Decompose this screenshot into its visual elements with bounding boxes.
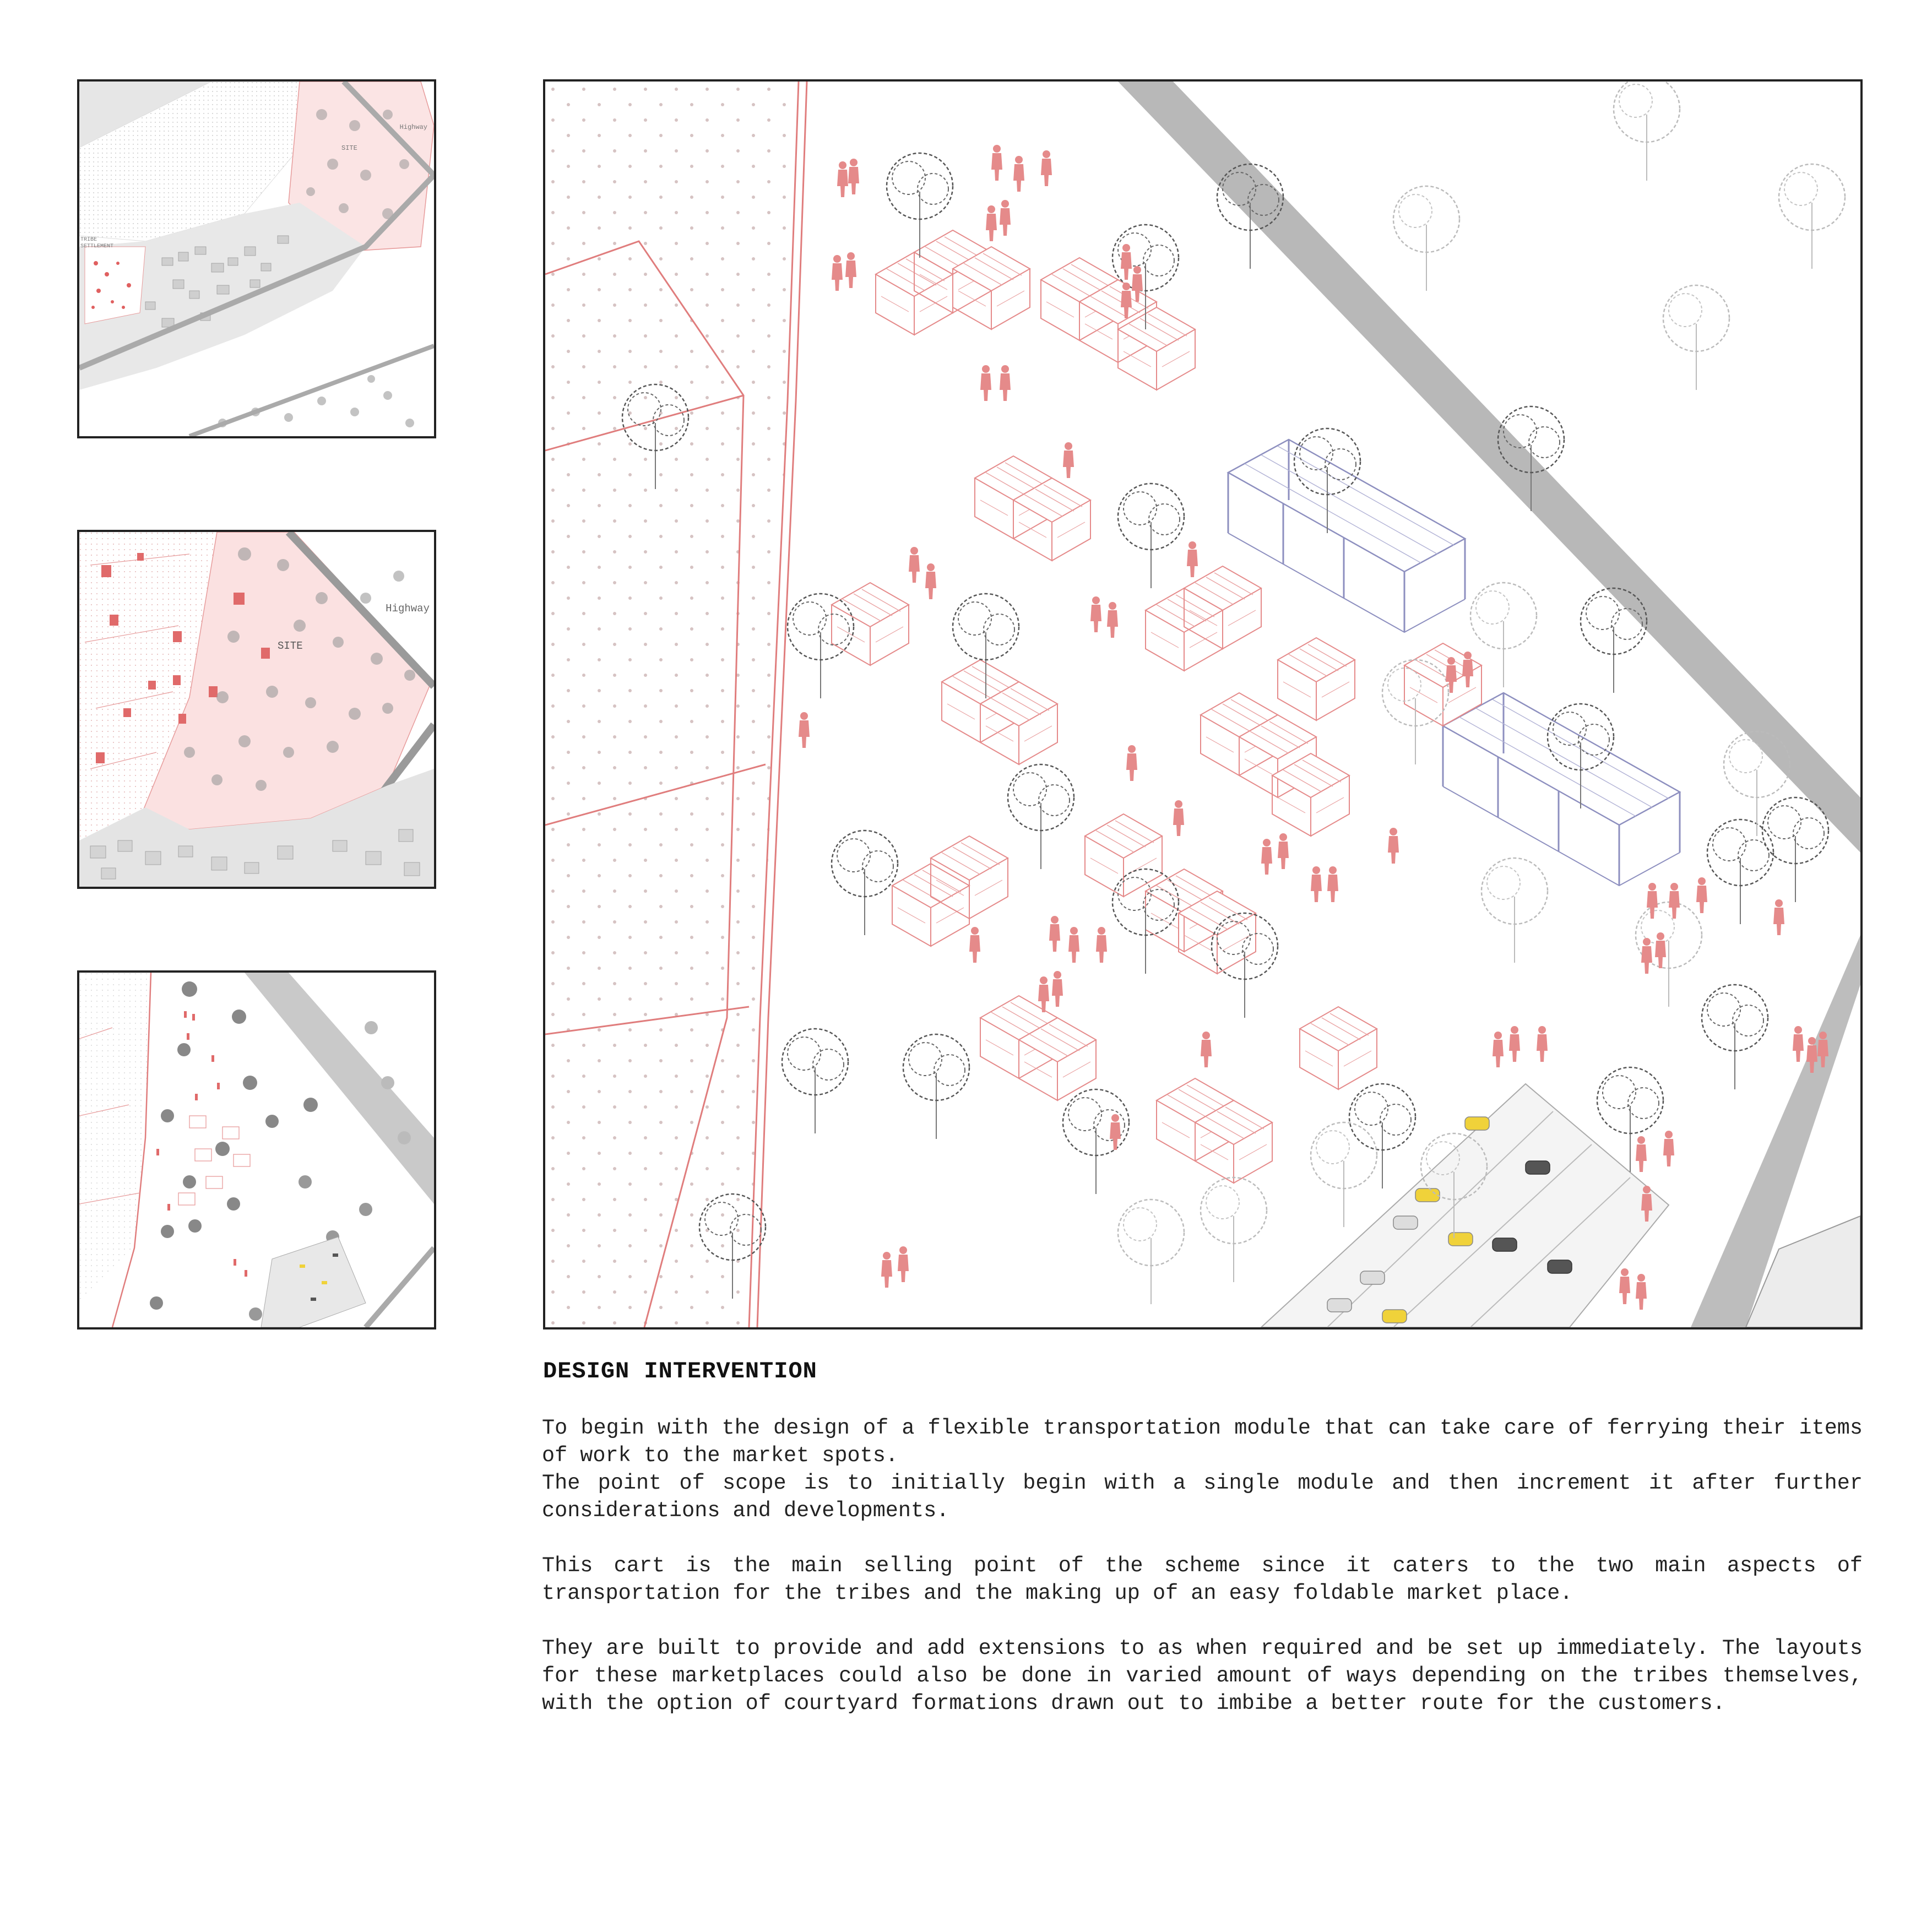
paragraph-3: They are built to provide and add extensions to as when required and be set up immediately. The layouts for these marketplaces could also be done in varied amount of ways depending on the tribes themselves, with the option of courtyard formations drawn out to imbibe a better route for the customers.	[542, 1636, 1863, 1716]
site-context-map-2	[77, 530, 436, 889]
design-intervention-section	[542, 1358, 1863, 1745]
context-map-3-drawing	[79, 973, 434, 1327]
highway-label: Highway	[386, 603, 430, 615]
highway-label: Highway	[399, 123, 427, 131]
site-context-map-3	[77, 970, 436, 1329]
context-map-2-drawing	[79, 532, 434, 887]
main-axonometric-drawing	[543, 79, 1863, 1329]
settlement-label: TRIBE SETTLEMENT	[80, 237, 114, 249]
paragraph-1: To begin with the design of a flexible transportation module that can take care of ferrying their items of work to the market spots. The point of scope is to initially begin with a single module and then increment it after further considerations and developments.	[542, 1416, 1863, 1523]
site-context-map-1	[77, 79, 436, 438]
site-plan-axonometric	[545, 82, 1860, 1327]
site-label: SITE	[278, 640, 303, 652]
site-label: SITE	[341, 144, 357, 152]
context-map-1-drawing	[79, 82, 434, 436]
section-heading: DESIGN INTERVENTION	[543, 1358, 817, 1385]
paragraph-2: This cart is the main selling point of the scheme since it caters to the two main aspects of transportation for the tribes and the making up of an easy foldable market place.	[542, 1554, 1863, 1605]
